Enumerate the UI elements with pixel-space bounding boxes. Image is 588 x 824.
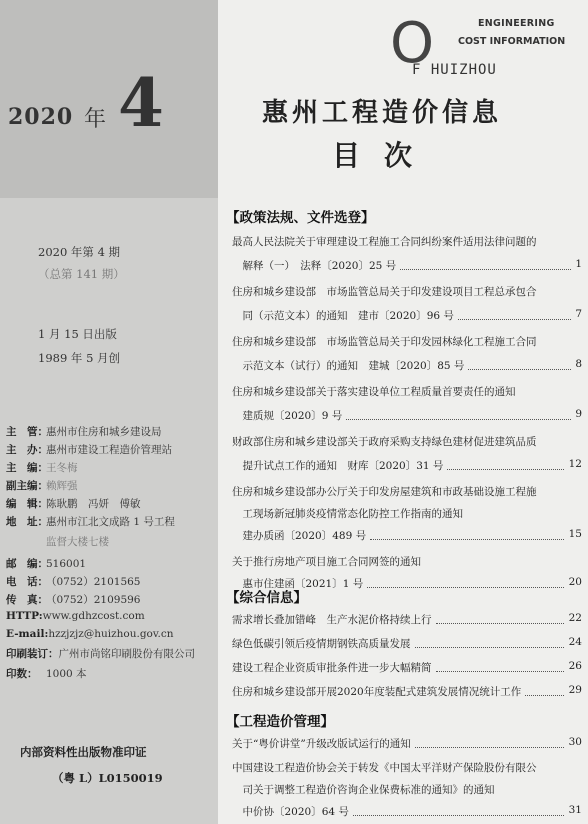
toc-page-number: 22 [568,612,582,624]
issue-number-big: 4 [118,64,164,142]
toc-entry-text: 住房和城乡建设部办公厅关于印发房屋建筑和市政基础设施工程施 [232,486,537,498]
credit-row [6,460,78,478]
toc-entry-text: 关于“粤价讲堂”升级改版试运行的通知 [232,738,411,750]
credit-value: hzzjzjz@huizhou.gov.cn [48,628,174,640]
toc-page-number: 1 [575,258,582,270]
toc-entry-text: 建质规〔2020〕9 号 [232,410,343,422]
credit-label: 副主编： [6,480,48,492]
credit-row [6,628,174,646]
toc-leader-dots [458,319,571,320]
credit-label: 印数： [6,668,38,680]
year-number: 2020 [8,104,74,130]
toc-entry-text: 解释（一） 法释〔2020〕25 号 [232,260,397,272]
credit-value: 1000 本 [46,668,87,680]
toc-entry-text: 中价协〔2020〕64 号 [232,806,349,818]
credit-row [6,478,78,496]
toc-entry-text: 工现场新冠肺炎疫情常态化防控工作指南的通知 [232,508,463,520]
credit-value: 监督大楼七楼 [46,536,109,548]
toc-entry-text: 提升试点工作的通知 财库〔2020〕31 号 [232,460,444,472]
issue-total: （总第 141 期） [38,267,125,281]
toc-leader-dots [370,539,564,540]
credit-label: HTTP: [6,610,43,622]
credit-row [6,574,141,592]
credit-row [6,610,145,628]
credit-value: 赖辉强 [46,480,78,492]
credit-row [6,592,141,610]
credit-label: 传 真： [6,594,48,606]
toc-page-number: 7 [575,308,582,320]
toc-page-number: 20 [568,576,582,588]
credit-label: 编 辑： [6,498,48,510]
brand-line-cost-information: COST INFORMATION [458,36,566,47]
toc-leader-dots [367,587,564,588]
credit-row [6,556,86,574]
toc-entry-text: 建设工程企业资质审批条件进一步大幅精简 [232,662,432,674]
brand-line-engineering: ENGINEERING [478,18,555,29]
toc-leader-dots [415,747,564,748]
toc-entry-text: 住房和城乡建设部 市场监管总局关于印发园林绿化工程施工合同 [232,336,537,348]
toc-entry-text: 示范文本（试行）的通知 建城〔2020〕85 号 [232,360,465,372]
credit-value: 惠州市住房和城乡建设局 [46,426,162,438]
toc-page-number: 8 [575,358,582,370]
credit-value: 惠州市江北文成路 1 号工程 [46,516,175,528]
issue-published: 1 月 15 日出版 [38,327,117,341]
credit-value: 广州市尚铭印刷股份有限公司 [58,648,195,660]
credit-row [6,442,172,460]
toc-page-number: 9 [575,408,582,420]
credit-label: 主 编： [6,462,48,474]
toc-section-heading: 【政策法规、文件选登】 [226,210,375,226]
issue-label: 2020 年第 4 期 [38,245,121,259]
credit-value: 惠州市建设工程造价管理站 [46,444,172,456]
toc-leader-dots [436,623,565,624]
credit-label: 主 管： [6,426,48,438]
issue-year-block [8,64,208,146]
toc-leader-dots [447,469,564,470]
toc-entry-text: 关于推行房地产项目施工合同网签的通知 [232,556,421,568]
toc-page-number: 12 [568,458,582,470]
toc-leader-dots [415,647,565,648]
toc-page-number: 24 [568,636,582,648]
toc-entry-text: 中国建设工程造价协会关于转发《中国太平洋财产保险股份有限公 [232,762,537,774]
toc-leader-dots [400,269,571,270]
credit-label: E-mail: [6,628,49,640]
credit-row [6,534,109,552]
permit-note: 内部资料性出版物准印证 [20,745,147,759]
credit-value: 516001 [46,558,87,570]
credit-row [6,646,195,664]
credit-value: 陈耿鹏 冯妍 傅敏 [46,498,141,510]
toc-page-number: 26 [568,660,582,672]
toc-page-number: 31 [568,804,582,816]
year-char: 年 [84,107,107,132]
toc-entry-text: 司关于调整工程造价咨询企业保费标准的通知》的通知 [232,784,495,796]
credit-label: 主 办： [6,444,48,456]
toc-entry-text: 住房和城乡建设部开展2020年度装配式建筑发展情况统计工作 [232,686,522,698]
toc-leader-dots [436,671,565,672]
toc-entry-text: 建办质函〔2020〕489 号 [232,530,367,542]
page-title: 惠州工程造价信息 [262,98,503,128]
page-subtitle: 目次 [332,139,437,172]
credit-label: 地 址： [6,516,48,528]
credit-row [6,496,141,514]
brand-logo-letter: O [390,11,435,76]
credit-row [6,514,175,532]
toc-entry-text: 绿色低碳引领后疫情期钢铁高质量发展 [232,638,411,650]
permit-number: （粤 L）L0150019 [52,771,163,785]
toc-section-heading: 【工程造价管理】 [226,714,334,730]
credit-label: 电 话： [6,576,48,588]
toc-leader-dots [353,815,564,816]
credit-value: （0752）2109596 [46,594,141,606]
credit-label: 印刷装订： [6,648,59,660]
toc-page-number: 29 [568,684,582,696]
toc-page-number: 15 [568,528,582,540]
credit-value: 王冬梅 [46,462,78,474]
issue-founded: 1989 年 5 月创 [38,351,121,365]
brand-line-huizhou: F HUIZHOU [412,62,497,78]
toc-entry-text: 最高人民法院关于审理建设工程施工合同纠纷案件适用法律问题的 [232,236,537,248]
toc-entry-text: 惠市住建函〔2021〕1 号 [232,578,364,590]
toc-entry-text: 需求增长叠加错峰 生产水泥价格持续上行 [232,614,432,626]
toc-entry-text: 住房和城乡建设部 市场监管总局关于印发建设项目工程总承包合 [232,286,537,298]
toc-entry-text: 住房和城乡建设部关于落实建设单位工程质量首要责任的通知 [232,386,516,398]
credit-value: www.gdhzcost.com [42,610,145,622]
toc-leader-dots [468,369,571,370]
credit-row [6,666,87,684]
toc-entry-text: 同（示范文本）的通知 建市〔2020〕96 号 [232,310,454,322]
credit-value: （0752）2101565 [46,576,141,588]
toc-page-number: 30 [568,736,582,748]
credit-label: 邮 编： [6,558,48,570]
toc-entry-text: 财政部住房和城乡建设部关于政府采购支持绿色建材促进建筑品质 [232,436,537,448]
credit-row [6,424,162,442]
toc-leader-dots [346,419,571,420]
toc-section-heading: 【综合信息】 [226,590,307,606]
toc-leader-dots [525,695,564,696]
